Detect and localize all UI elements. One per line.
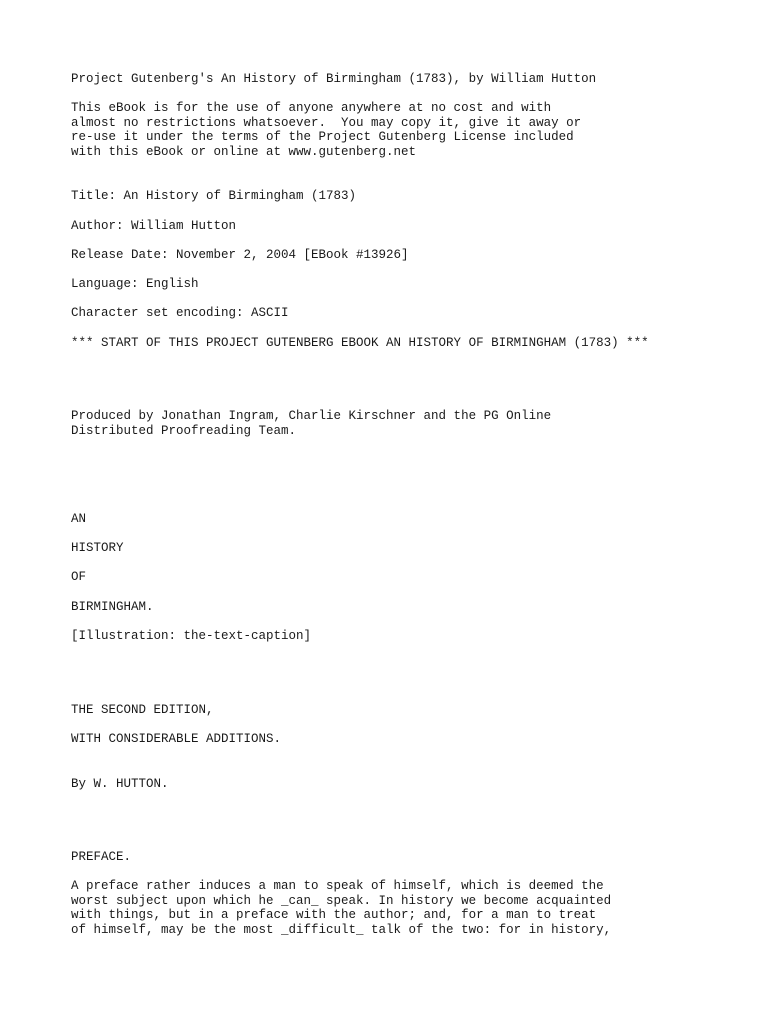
title-of: OF [71,570,87,584]
license-line: almost no restrictions whatsoever. You may copy it, give it away or [71,115,582,130]
produced-by-line: Produced by Jonathan Ingram, Charlie Kirschner and the PG Online [71,409,552,423]
license-paragraph [71,101,581,160]
produced-by-line: Distributed Proofreading Team. [71,423,297,438]
edition-line: THE SECOND EDITION, [71,703,214,717]
produced-by-paragraph [71,409,551,438]
preface-heading: PREFACE. [71,850,132,864]
title-an: AN [71,512,87,526]
preface-line: of himself, may be the most _difficult_ talk of the two: for in history, [71,923,612,938]
title-birmingham: BIRMINGHAM. [71,600,154,614]
illustration-caption: [Illustration: the-text-caption] [71,629,312,643]
preface-line: worst subject upon which he _can_ speak. In history we become acquainted [71,893,612,908]
license-line: with this eBook or online at www.gutenberg.net [71,145,417,160]
preface-line: A preface rather induces a man to speak of himself, which is deemed the [71,879,604,893]
byline: By W. HUTTON. [71,777,169,791]
license-line: re-use it under the terms of the Project Gutenberg License included [71,130,574,145]
start-marker: *** START OF THIS PROJECT GUTENBERG EBOOK AN HISTORY OF BIRMINGHAM (1783) *** [71,336,649,350]
header-line: Project Gutenberg's An History of Birmingham (1783), by William Hutton [71,72,597,86]
additions-line: WITH CONSIDERABLE ADDITIONS. [71,732,282,746]
meta-title: Title: An History of Birmingham (1783) [71,189,357,203]
meta-author: Author: William Hutton [71,219,237,233]
meta-encoding: Character set encoding: ASCII [71,306,289,320]
meta-release-date: Release Date: November 2, 2004 [EBook #13926] [71,248,409,262]
preface-paragraph [71,879,611,938]
license-line: This eBook is for the use of anyone anywhere at no cost and with [71,101,552,115]
preface-line: with things, but in a preface with the author; and, for a man to treat [71,908,597,923]
title-history: HISTORY [71,541,124,555]
meta-language: Language: English [71,277,199,291]
